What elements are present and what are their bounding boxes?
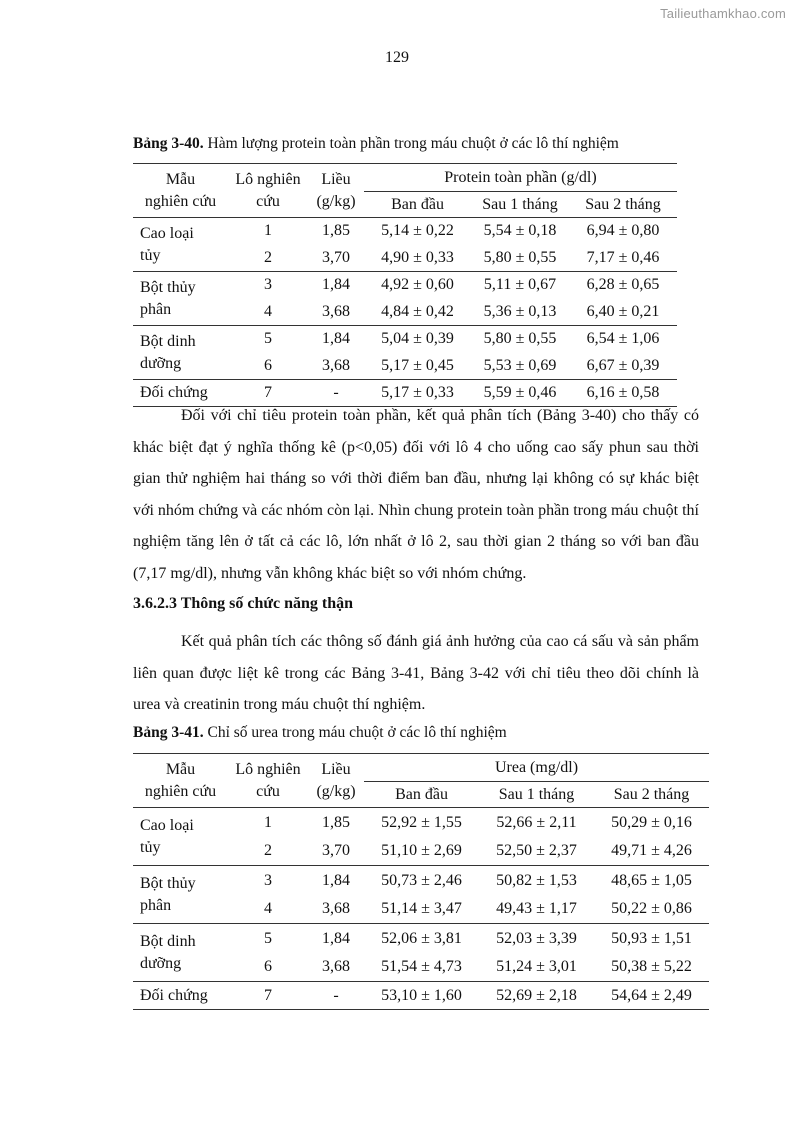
t1-cell: 5,59 ± 0,46 <box>471 380 569 407</box>
t2-cell: 6,28 ± 0,65 <box>569 272 677 299</box>
t0-cell: 50,73 ± 2,46 <box>364 866 479 896</box>
header-sample: Mẫu nghiên cứu <box>133 164 228 218</box>
t2-cell: 7,17 ± 0,46 <box>586 248 660 266</box>
table-row <box>133 218 677 245</box>
sample-cell: Cao loại tủy <box>133 808 228 866</box>
t0-cell: 51,14 ± 3,47 <box>381 900 462 918</box>
t2-cell: 50,93 ± 1,51 <box>594 924 709 954</box>
lot-cell: 1 <box>228 808 308 838</box>
lot-cell: 5 <box>228 924 308 954</box>
header-t2: Sau 2 tháng <box>613 785 690 803</box>
t2-cell: 6,54 ± 1,06 <box>569 326 677 353</box>
dose-cell: - <box>308 982 364 1010</box>
section-heading: 3.6.2.3 Thông số chức năng thận <box>133 595 354 612</box>
t2-cell: 6,40 ± 0,21 <box>586 302 660 320</box>
sample-cell: Bột thủy phân <box>133 272 228 326</box>
dose-cell: 1,85 <box>308 218 364 245</box>
lot-cell: 5 <box>228 326 308 353</box>
t2-cell: 54,64 ± 2,49 <box>594 982 709 1010</box>
table-3-41 <box>133 753 709 1010</box>
t1-cell: 52,03 ± 3,39 <box>479 924 594 954</box>
t0-cell: 5,14 ± 0,22 <box>364 218 471 245</box>
t1-cell: 49,43 ± 1,17 <box>496 900 577 918</box>
header-group: Lô nghiên cứu <box>228 164 308 218</box>
t1-cell: 5,54 ± 0,18 <box>471 218 569 245</box>
header-t1: Sau 1 tháng <box>482 195 558 213</box>
sample-cell: Bột thủy phân <box>133 866 228 924</box>
sample-cell: Đối chứng <box>133 982 228 1010</box>
t1-cell: 5,80 ± 0,55 <box>471 326 569 353</box>
header-dose: Liều (g/kg) <box>308 754 364 808</box>
lot-cell: 2 <box>264 248 272 266</box>
t1-cell: 50,82 ± 1,53 <box>479 866 594 896</box>
t0-cell: 51,54 ± 4,73 <box>381 958 462 976</box>
table-row <box>133 866 709 896</box>
dose-cell: 3,68 <box>322 302 350 320</box>
lot-cell: 2 <box>264 842 272 860</box>
caption-label: Bảng 3-40. <box>133 135 204 152</box>
sample-cell: Cao loại tủy <box>133 218 228 272</box>
header-t0: Ban đầu <box>391 195 444 213</box>
t1-cell: 52,69 ± 2,18 <box>479 982 594 1010</box>
caption-text: Chỉ số urea trong máu chuột ở các lô thí nghiệm <box>207 724 507 741</box>
header-sample: Mẫu nghiên cứu <box>133 754 228 808</box>
lot-cell: 7 <box>228 982 308 1010</box>
lot-cell: 7 <box>228 380 308 407</box>
dose-cell: 1,85 <box>308 808 364 838</box>
dose-cell: 1,84 <box>308 866 364 896</box>
table-3-41-caption <box>133 724 507 742</box>
t0-cell: 5,17 ± 0,33 <box>364 380 471 407</box>
caption-text: Hàm lượng protein toàn phần trong máu chuột ở các lô thí nghiệm <box>207 135 619 152</box>
t0-cell: 4,84 ± 0,42 <box>381 302 454 320</box>
table-row <box>133 924 709 954</box>
t1-cell: 5,80 ± 0,55 <box>483 248 557 266</box>
lot-cell: 6 <box>264 958 272 976</box>
table-row-control <box>133 982 709 1010</box>
lot-cell: 6 <box>264 356 272 374</box>
lot-cell: 4 <box>264 302 272 320</box>
sample-cell: Bột dinh dưỡng <box>133 326 228 380</box>
header-measure: Protein toàn phần (g/dl) <box>364 164 677 192</box>
header-t2: Sau 2 tháng <box>585 195 661 213</box>
t0-cell: 5,17 ± 0,45 <box>381 356 454 374</box>
table-3-40-caption <box>133 135 619 153</box>
t0-cell: 4,90 ± 0,33 <box>381 248 454 266</box>
header-t0: Ban đầu <box>395 785 448 803</box>
t1-cell: 5,53 ± 0,69 <box>483 356 557 374</box>
dose-cell: 1,84 <box>308 326 364 353</box>
t0-cell: 4,92 ± 0,60 <box>364 272 471 299</box>
t2-cell: 6,94 ± 0,80 <box>569 218 677 245</box>
t0-cell: 52,92 ± 1,55 <box>364 808 479 838</box>
sample-cell: Đối chứng <box>133 380 228 407</box>
t1-cell: 52,50 ± 2,37 <box>496 842 577 860</box>
table-row <box>133 808 709 838</box>
dose-cell: 1,84 <box>308 272 364 299</box>
table-row <box>133 326 677 353</box>
header-measure: Urea (mg/dl) <box>364 754 709 782</box>
t2-cell: 50,29 ± 0,16 <box>594 808 709 838</box>
sample-cell: Bột dinh dưỡng <box>133 924 228 982</box>
t0-cell: 53,10 ± 1,60 <box>364 982 479 1010</box>
paragraph-protein: Đối với chỉ tiêu protein toàn phần, kết quả phân tích (Bảng 3-40) cho thấy có khác biệt đạt ý nghĩa thống kê (p<0,05) đối với lô 4 cho uống cao sấy phun sau thời gian thử nghiệm hai tháng so với thời điểm ban đầu, nhưng lại không có sự khác biệt với nhóm chứng và các nhóm còn lại. Nhìn chung protein toàn phần trong máu chuột thí nghiệm tăng lên ở tất cả các lô, lớn nhất ở lô 2, sau thời gian 2 tháng so với ban đầu (7,17 mg/dl), nhưng vẫn không khác biệt so với nhóm chứng. <box>133 407 699 582</box>
dose-cell: 3,70 <box>322 248 350 266</box>
t2-cell: 48,65 ± 1,05 <box>594 866 709 896</box>
dose-cell: 1,84 <box>308 924 364 954</box>
t1-cell: 52,66 ± 2,11 <box>479 808 594 838</box>
t0-cell: 51,10 ± 2,69 <box>381 842 462 860</box>
table-row <box>133 272 677 299</box>
lot-cell: 4 <box>264 900 272 918</box>
t2-cell: 6,16 ± 0,58 <box>569 380 677 407</box>
header-t1: Sau 1 tháng <box>498 785 575 803</box>
t1-cell: 5,36 ± 0,13 <box>483 302 557 320</box>
dose-cell: - <box>308 380 364 407</box>
page-number: 129 <box>385 49 409 66</box>
dose-cell: 3,68 <box>322 356 350 374</box>
lot-cell: 3 <box>228 866 308 896</box>
t0-cell: 52,06 ± 3,81 <box>364 924 479 954</box>
dose-cell: 3,70 <box>322 842 350 860</box>
t2-cell: 49,71 ± 4,26 <box>611 842 692 860</box>
header-dose: Liều (g/kg) <box>308 164 364 218</box>
dose-cell: 3,68 <box>322 958 350 976</box>
t1-cell: 5,11 ± 0,67 <box>471 272 569 299</box>
t0-cell: 5,04 ± 0,39 <box>364 326 471 353</box>
lot-cell: 1 <box>228 218 308 245</box>
t1-cell: 51,24 ± 3,01 <box>496 958 577 976</box>
paragraph-kidney: Kết quả phân tích các thông số đánh giá ảnh hưởng của cao cá sấu và sản phẩm liên quan được liệt kê trong các Bảng 3-41, Bảng 3-42 với chỉ tiêu theo dõi chính là urea và creatinin trong máu chuột thí nghiệm. <box>133 633 699 713</box>
t2-cell: 50,38 ± 5,22 <box>611 958 692 976</box>
table-3-40 <box>133 163 677 407</box>
t2-cell: 6,67 ± 0,39 <box>586 356 660 374</box>
header-group: Lô nghiên cứu <box>228 754 308 808</box>
dose-cell: 3,68 <box>322 900 350 918</box>
t2-cell: 50,22 ± 0,86 <box>611 900 692 918</box>
watermark: Tailieuthamkhao.com <box>660 6 786 21</box>
caption-label: Bảng 3-41. <box>133 724 204 741</box>
lot-cell: 3 <box>228 272 308 299</box>
